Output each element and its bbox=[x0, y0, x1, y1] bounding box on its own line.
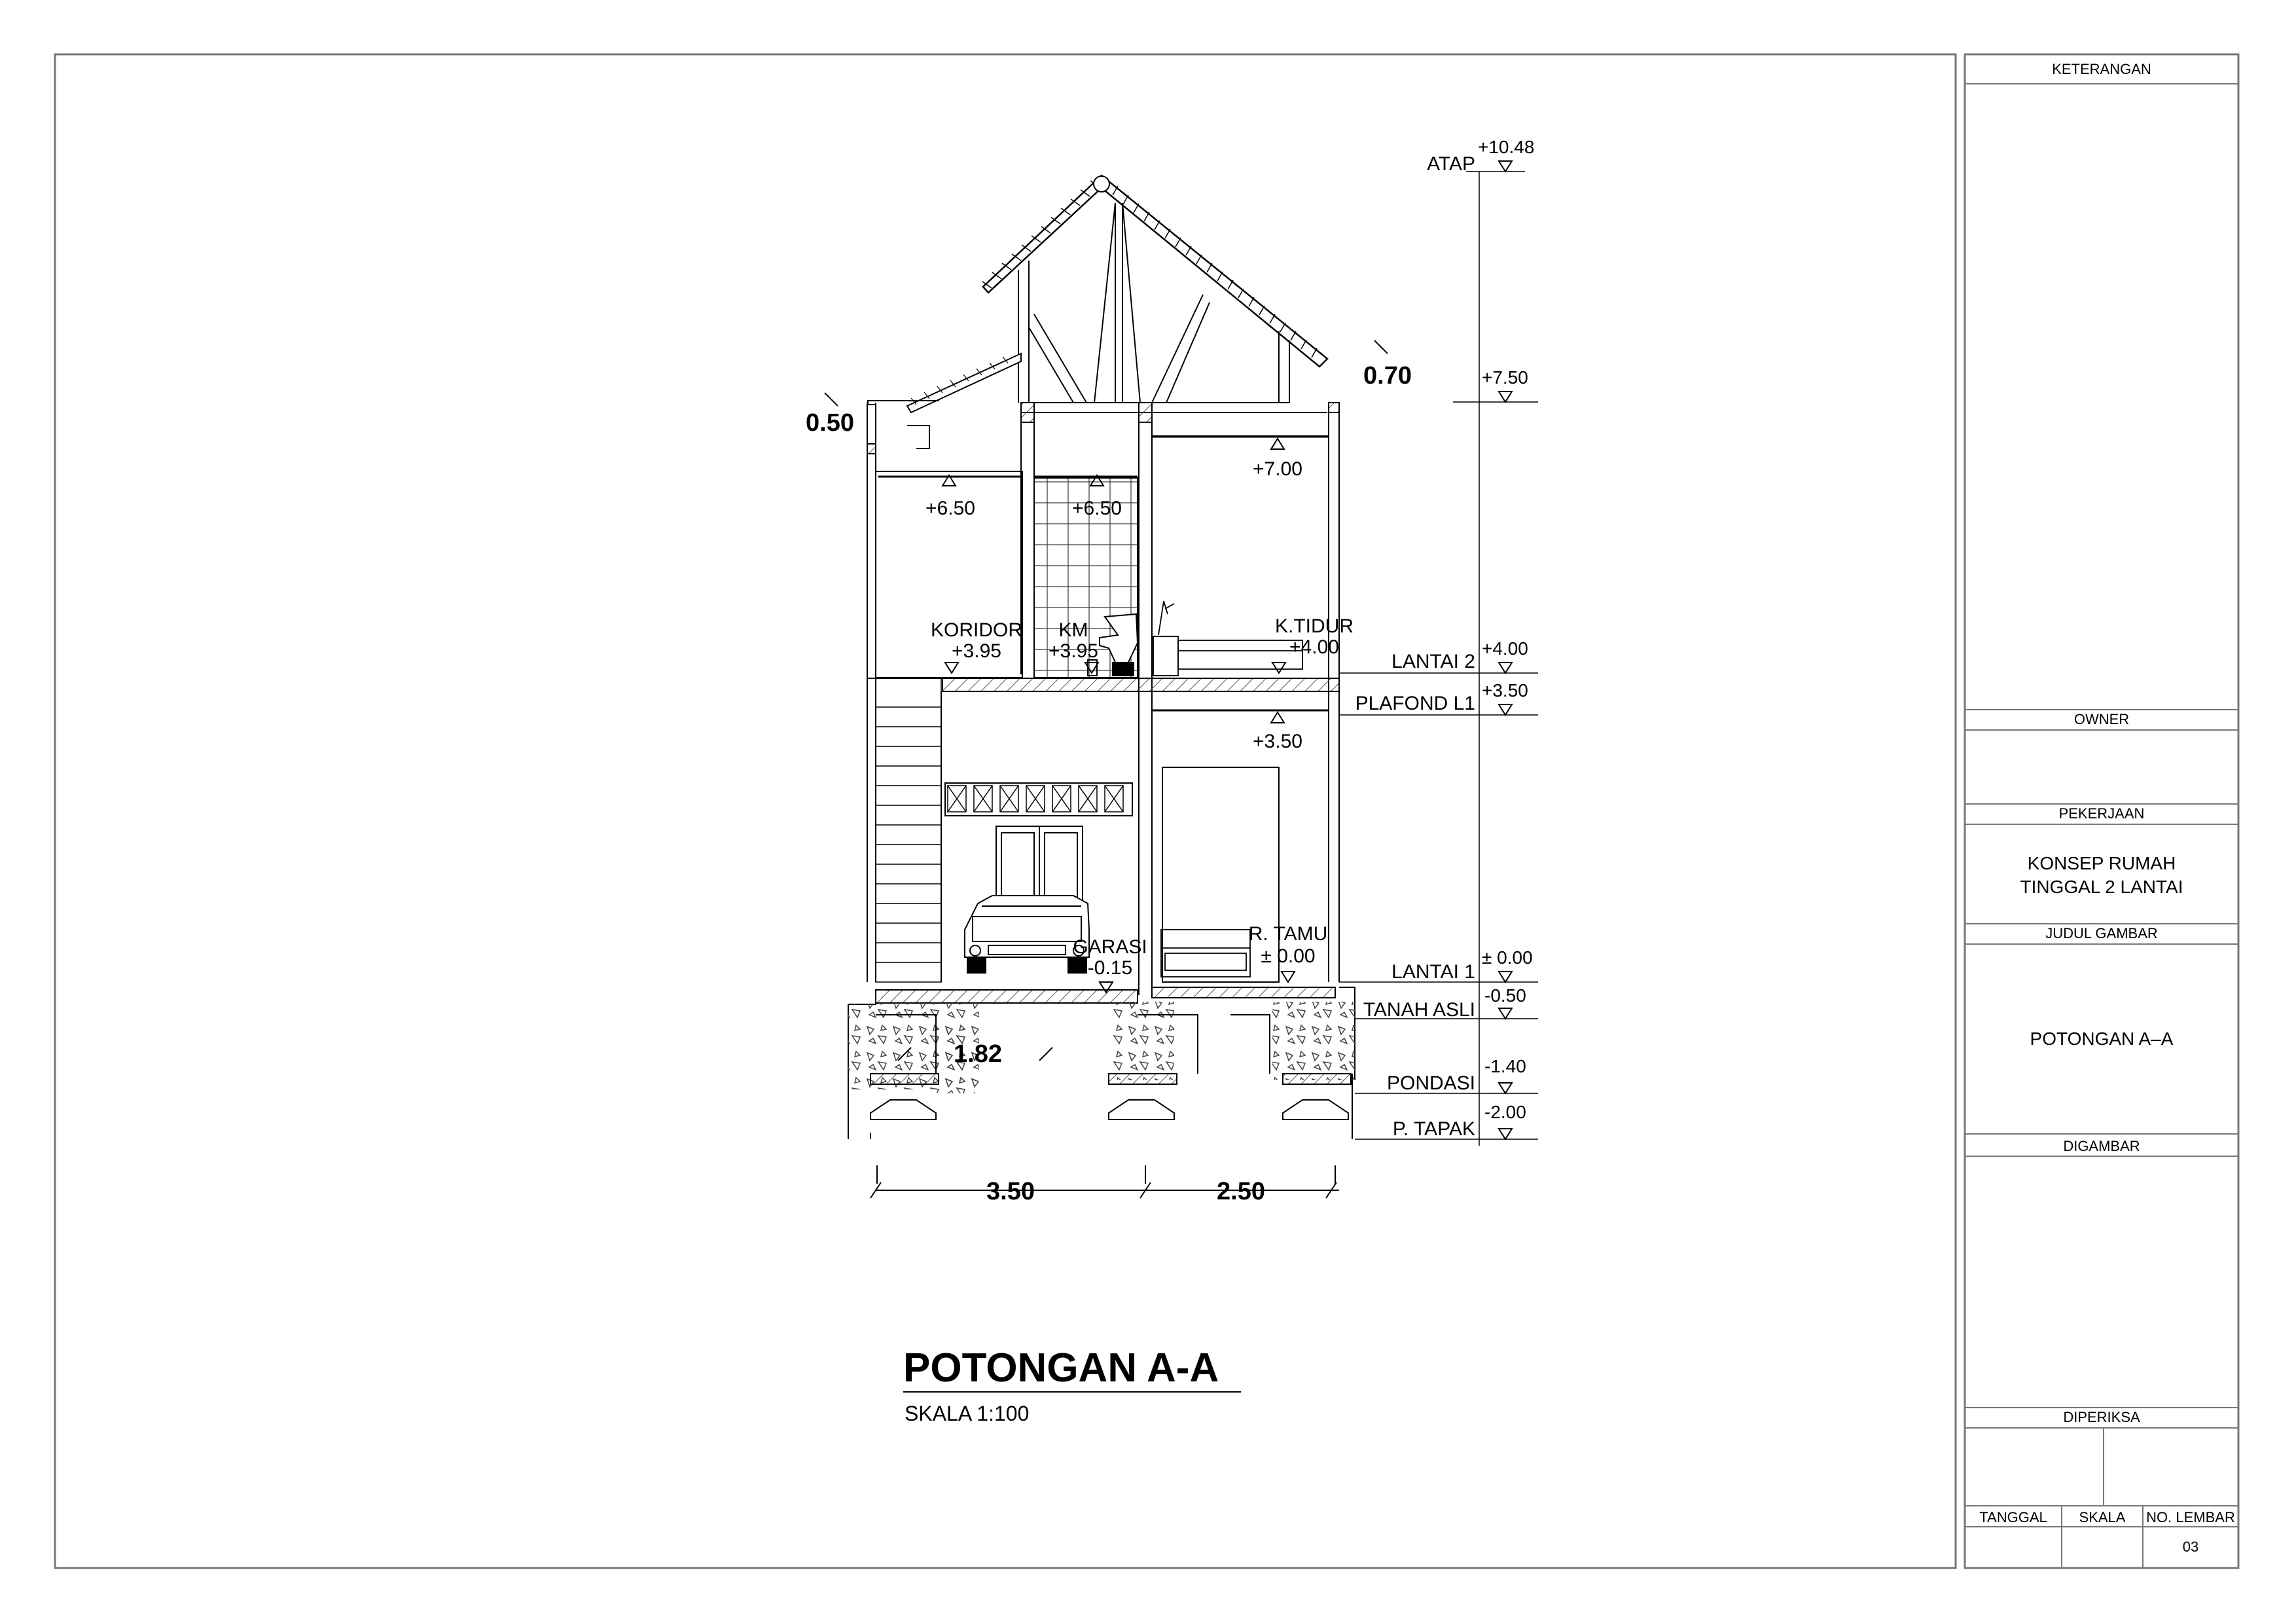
room-tamu-level: ± 0.00 bbox=[1261, 945, 1316, 967]
pekerjaan-value-line2: TINGGAL 2 LANTAI bbox=[2020, 877, 2183, 897]
level-pondasi-label: PONDASI bbox=[1386, 1072, 1475, 1094]
level-plafond-label: PLAFOND L1 bbox=[1355, 693, 1475, 714]
level-lantai1-label: LANTAI 1 bbox=[1391, 961, 1475, 983]
tanggal-label: TANGGAL bbox=[1979, 1509, 2047, 1525]
floor-2-slab bbox=[942, 678, 1339, 691]
car-icon bbox=[965, 896, 1089, 973]
bed-icon bbox=[1153, 601, 1302, 676]
level-atap-value: +10.48 bbox=[1478, 137, 1535, 157]
level-labels bbox=[1355, 153, 1475, 1140]
dim-ground-span: 1.82 bbox=[954, 1040, 1002, 1068]
level-lantai1-value: ± 0.00 bbox=[1482, 947, 1533, 968]
skala-label: SKALA bbox=[2079, 1509, 2126, 1525]
level-lantai2-label: LANTAI 2 bbox=[1391, 651, 1475, 672]
ceiling-level-corridor: +6.50 bbox=[925, 498, 975, 519]
vent-windows bbox=[945, 783, 1132, 816]
main-roof bbox=[982, 175, 1327, 412]
no-lembar-label: NO. LEMBAR bbox=[2146, 1509, 2235, 1525]
section-drawing bbox=[825, 161, 1538, 1198]
title-block-text bbox=[1979, 61, 2235, 1555]
ceiling-level-bedroom: +7.00 bbox=[1253, 458, 1302, 480]
dim-bay-right: 2.50 bbox=[1217, 1178, 1265, 1205]
room-km-level: +3.95 bbox=[1049, 640, 1098, 662]
level-lantai2-value: +4.00 bbox=[1482, 638, 1528, 659]
pekerjaan-label: PEKERJAAN bbox=[2058, 805, 2145, 822]
digambar-label: DIGAMBAR bbox=[2063, 1138, 2140, 1154]
sofa-icon bbox=[1161, 930, 1250, 977]
drawing-title: POTONGAN A-A bbox=[903, 1345, 1219, 1391]
dim-overhang-left: 0.50 bbox=[806, 409, 854, 437]
room-ktidur-name: K.TIDUR bbox=[1275, 615, 1354, 637]
pekerjaan-value-line1: KONSEP RUMAH bbox=[2027, 853, 2176, 873]
title-block bbox=[1965, 84, 2238, 1568]
room-koridor-level: +3.95 bbox=[952, 640, 1001, 662]
room-tamu-name: R. TAMU bbox=[1248, 923, 1328, 945]
ceiling-level-living: +3.50 bbox=[1253, 731, 1302, 752]
keterangan-label: KETERANGAN bbox=[2052, 61, 2151, 77]
room-garasi-name: GARASI bbox=[1073, 936, 1147, 958]
level-plafond-value: +3.50 bbox=[1482, 680, 1528, 701]
diperiksa-label: DIPERIKSA bbox=[2063, 1409, 2140, 1425]
floor-1-slab bbox=[876, 990, 1138, 1003]
dim-overhang-right: 0.70 bbox=[1363, 362, 1412, 390]
level-750-value: +7.50 bbox=[1482, 367, 1528, 388]
judul-gambar-value: POTONGAN A–A bbox=[2030, 1029, 2174, 1049]
level-atap-label: ATAP bbox=[1427, 153, 1475, 175]
level-tanah-asli-label: TANAH ASLI bbox=[1363, 999, 1475, 1021]
room-garasi-level: -0.15 bbox=[1087, 957, 1133, 979]
level-pondasi-value: -1.40 bbox=[1484, 1056, 1526, 1076]
level-tanah-asli-value: -0.50 bbox=[1484, 985, 1526, 1006]
dim-bay-left: 3.50 bbox=[986, 1178, 1035, 1205]
drawing-title-block bbox=[903, 1345, 1241, 1425]
room-koridor-name: KORIDOR bbox=[930, 619, 1023, 641]
room-km-name: KM bbox=[1058, 619, 1088, 641]
drawing-frame bbox=[55, 54, 1956, 1568]
level-values bbox=[1478, 137, 1534, 1122]
side-roof bbox=[868, 354, 1021, 448]
drawing-scale: SKALA 1:100 bbox=[905, 1402, 1030, 1425]
judul-gambar-label: JUDUL GAMBAR bbox=[2045, 925, 2158, 941]
staircase bbox=[876, 678, 941, 982]
room-ktidur-level: +4.00 bbox=[1289, 636, 1339, 658]
level-tapak-label: P. TAPAK bbox=[1392, 1118, 1475, 1140]
level-tapak-value: -2.00 bbox=[1484, 1102, 1526, 1122]
ceiling-level-bathroom: +6.50 bbox=[1072, 498, 1122, 519]
no-lembar-value: 03 bbox=[2182, 1539, 2199, 1555]
owner-label: OWNER bbox=[2073, 711, 2130, 727]
